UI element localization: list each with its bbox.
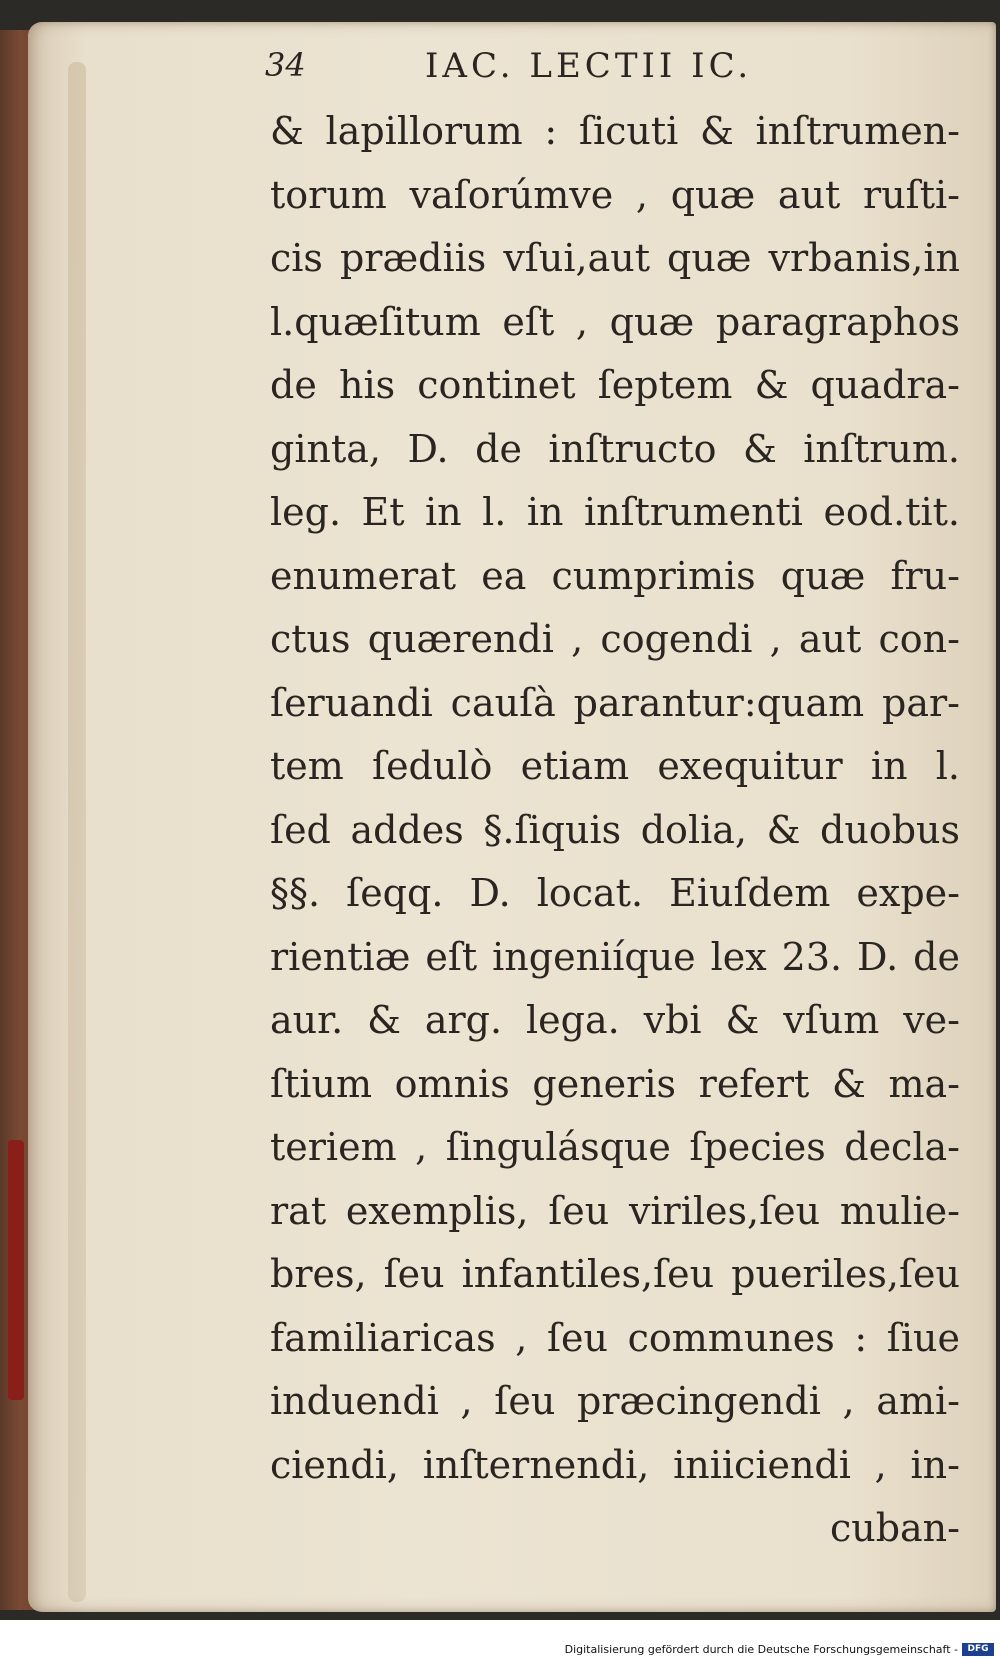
attribution-bar (0, 1640, 1000, 1659)
text-line: torum vaſorúmve , quæ aut ruſti- (270, 172, 960, 217)
text-line: ſed addes §.ſiquis dolia, & duobus (270, 807, 960, 852)
text-line: rat exemplis, ſeu viriles,ſeu mulie- (270, 1188, 960, 1233)
text-line: familiaricas , ſeu communes : ſiue (270, 1315, 960, 1360)
text-line: tem ſedulò etiam exequitur in l. (270, 744, 960, 788)
text-line: rientiæ eſt ingeniíque lex 23. D. de (270, 934, 960, 979)
text-line: ctus quærendi , cogendi , aut con- (270, 617, 960, 661)
body-text (270, 100, 960, 1561)
text-line: l.quæſitum eſt , quæ paragraphos (270, 299, 960, 344)
running-head-title: IAC. LECTII IC. (425, 46, 753, 86)
text-line: §§. ſeqq. D. locat. Eiuſdem expe- (270, 871, 960, 915)
attribution-text: Digitalisierung gefördert durch die Deutsche Forschungsgemeinschaft - (564, 1643, 958, 1656)
text-line: ſeruandi cauſà parantur:quam par- (270, 680, 960, 725)
text-line: cis prædiis vſui,aut quæ vrbanis,in (270, 236, 960, 280)
dfg-logo: DFG (962, 1643, 994, 1656)
text-line: ginta, D. de inſtructo & inſtrum. (270, 426, 960, 471)
text-line: ciendi, inſternendi, iniiciendi , in- (270, 1442, 960, 1487)
text-line: enumerat ea cumprimis quæ fru- (270, 553, 960, 598)
text-line: teriem , ſingulásque ſpecies decla- (270, 1125, 960, 1169)
text-line: ſtium omnis generis refert & ma- (270, 1061, 960, 1106)
page-gutter-shadow (68, 62, 86, 1602)
text-line: bres, ſeu infantiles,ſeu pueriles,ſeu (270, 1252, 960, 1296)
text-line: & lapillorum : ſicuti & inſtrumen- (270, 109, 960, 153)
catchword: cuban- (829, 1506, 960, 1550)
text-line: induendi , ſeu præcingendi , ami- (270, 1379, 960, 1423)
page-number: 34 (265, 46, 306, 84)
text-line: leg. Et in l. in inſtrumenti eod.tit. (270, 490, 960, 534)
text-line: aur. & arg. lega. vbi & vſum ve- (270, 998, 960, 1042)
text-line: de his continet ſeptem & quadra- (270, 363, 960, 407)
ribbon-marker (8, 1140, 24, 1400)
running-head (265, 46, 965, 96)
